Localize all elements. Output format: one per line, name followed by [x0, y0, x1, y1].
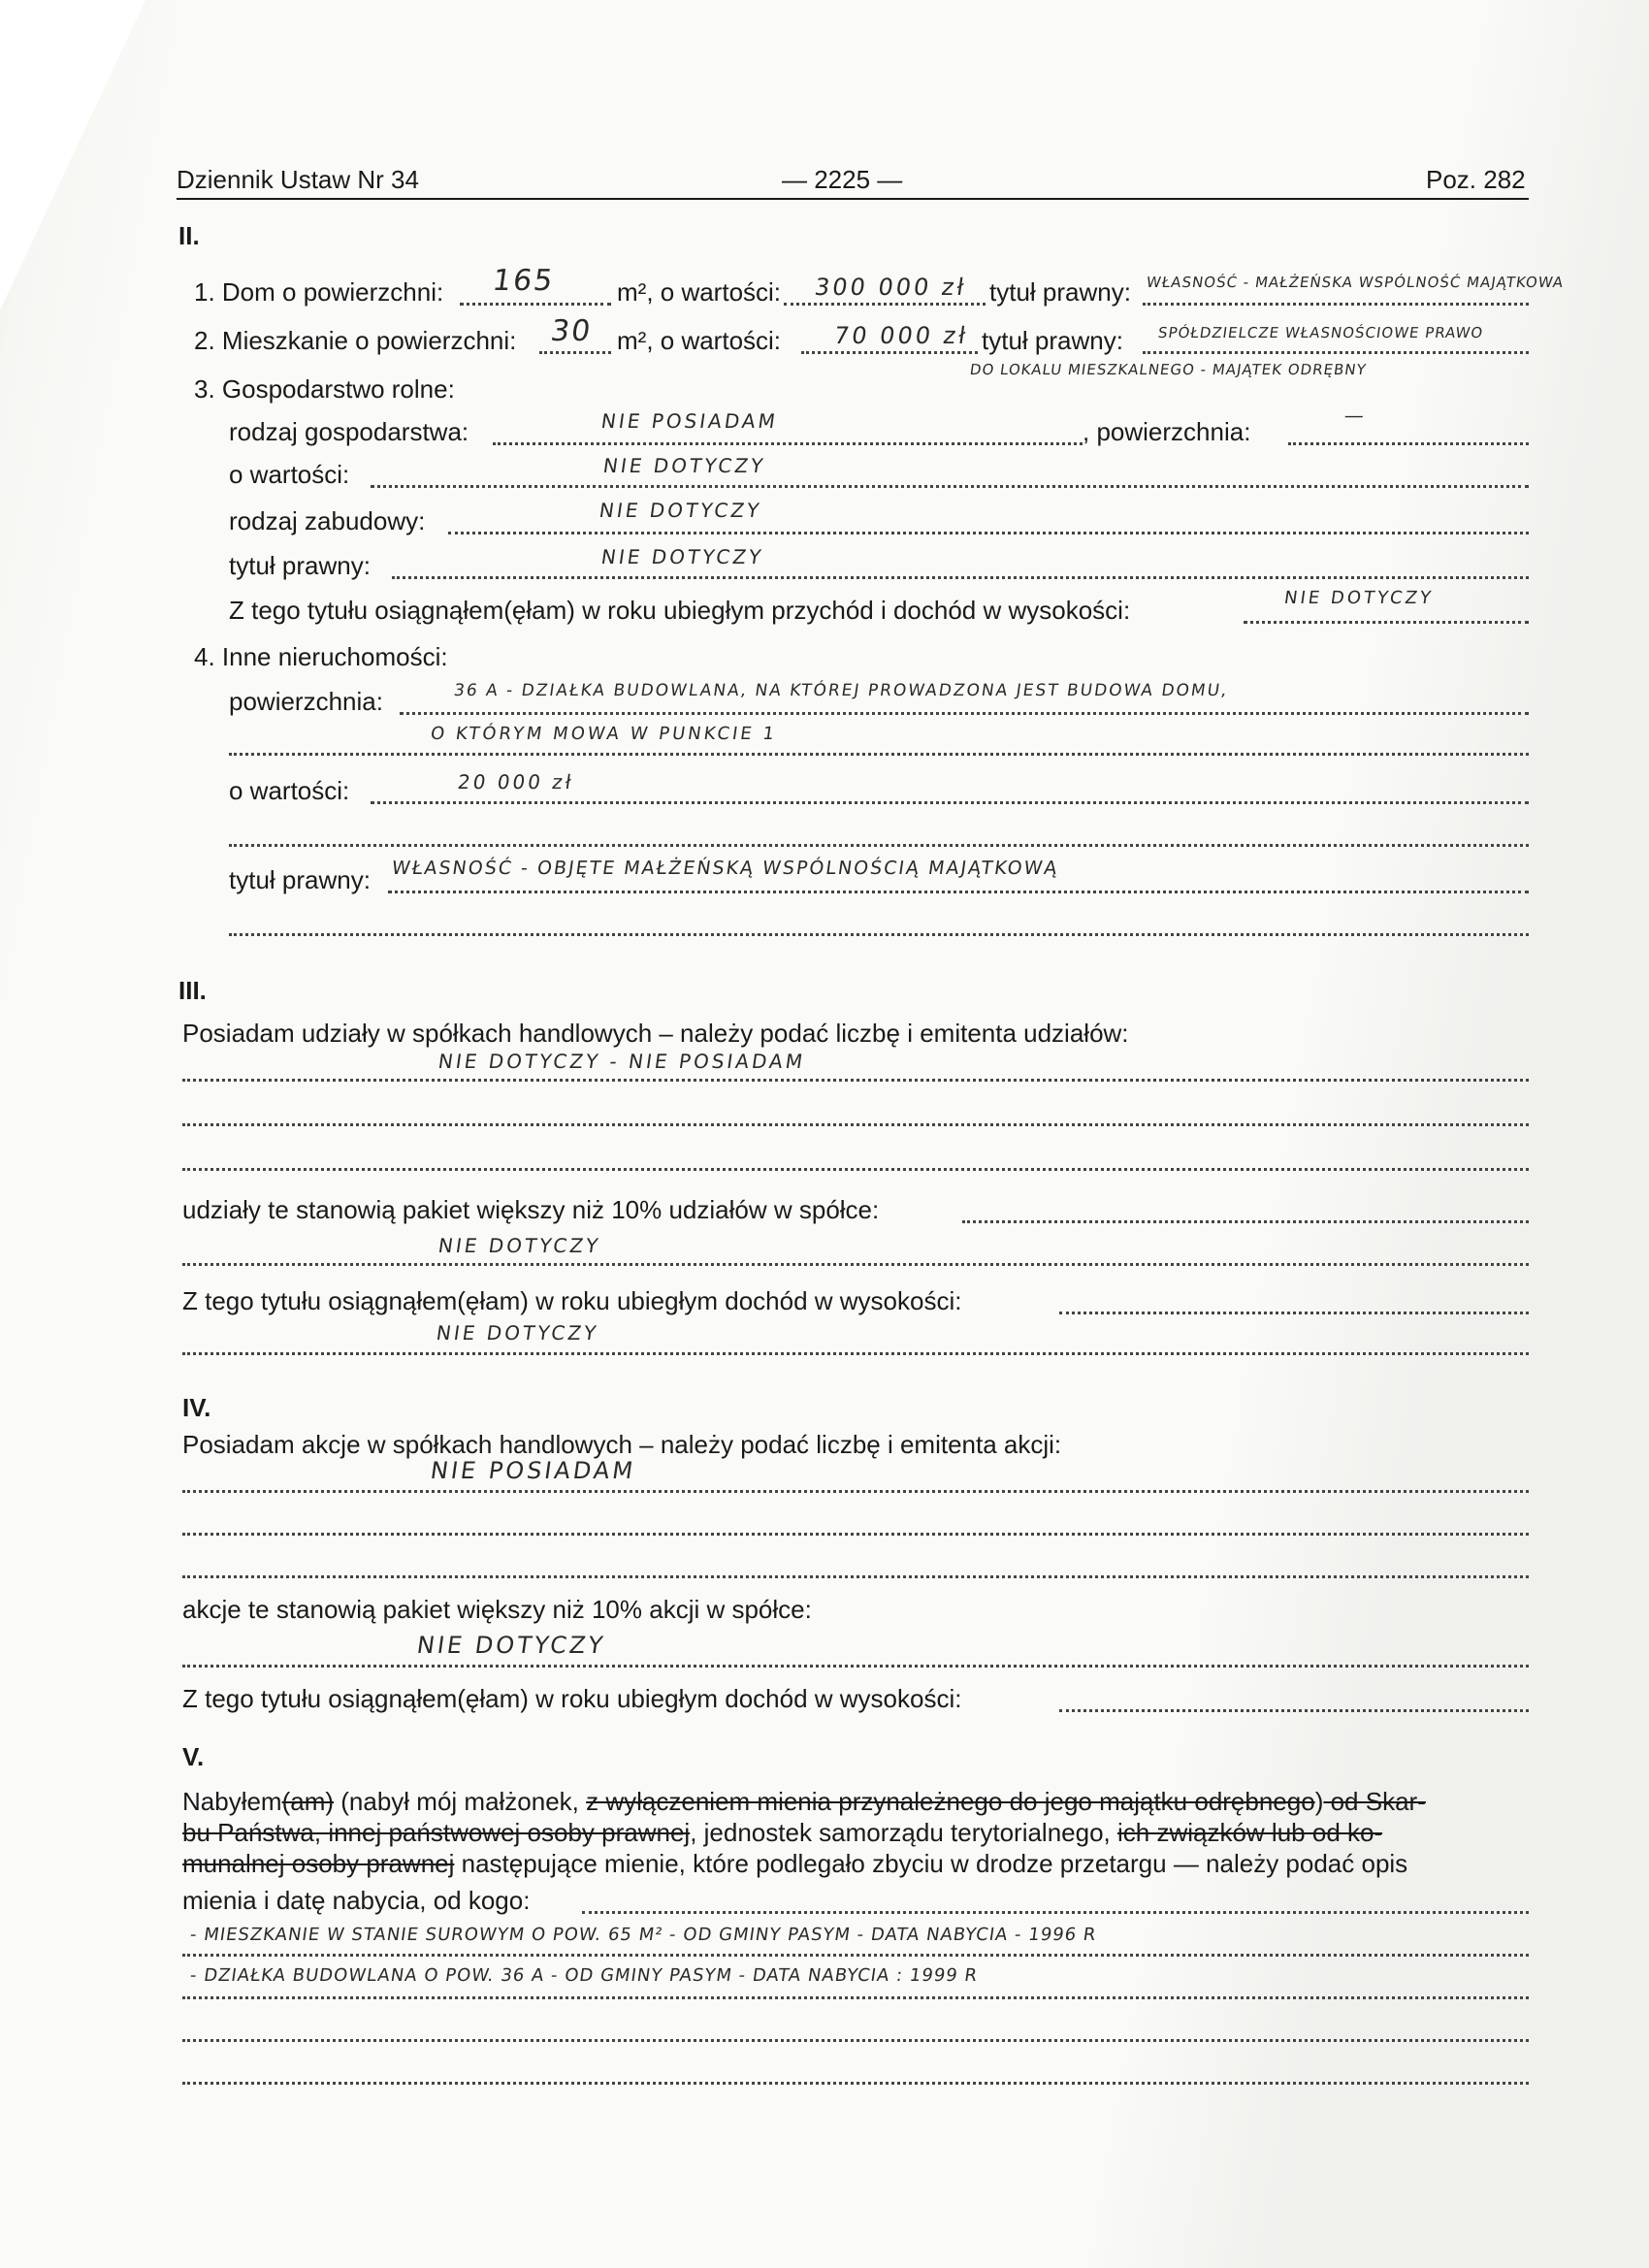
other-area-dots-2: [229, 753, 1529, 756]
farm-income-value: NIE DOTYCZY: [1282, 588, 1436, 608]
other-value: 20 000 zł: [456, 770, 576, 794]
acquired-text-line-3: [182, 1849, 1407, 1878]
acquired-text-1e: ): [1314, 1787, 1324, 1816]
shares-income-label: Z tego tytułu osiągnąłem(ęłam) w roku ubiegłym dochód w wysokości:: [182, 1286, 962, 1315]
farm-label: 3. Gospodarstwo rolne:: [194, 374, 455, 404]
acquired-text-1d: z wyłączeniem mienia przynależnego do jego majątku odrębnego: [586, 1787, 1315, 1816]
stocks-income-label: Z tego tytułu osiągnąłem(ęłam) w roku ubiegłym dochód w wysokości:: [182, 1684, 962, 1713]
acquired-text-3a: munalnej osoby prawnej: [182, 1849, 455, 1878]
acquired-text-line-1: [182, 1787, 1426, 1816]
section-iv-heading: IV.: [182, 1393, 211, 1422]
shares-dots-2: [182, 1123, 1529, 1126]
farm-area-dots: [1288, 442, 1529, 445]
farm-area-value: —: [1342, 404, 1369, 427]
farm-income-dots: [1244, 621, 1529, 624]
other-area-label: powierzchnia:: [229, 687, 383, 716]
house-area-dots: [460, 303, 611, 306]
page-number: — 2225 —: [782, 165, 903, 194]
shares-intro: Posiadam udziały w spółkach handlowych – należy podać liczbę i emitenta udziałów:: [182, 1019, 1129, 1048]
position-number: Poz. 282: [1426, 165, 1526, 194]
acquired-text-2c: ich związków lub od ko-: [1117, 1818, 1383, 1847]
farm-type-dots: [493, 442, 1083, 445]
house-title-dots: [1143, 303, 1529, 306]
acquired-text-1b: (am): [281, 1787, 335, 1816]
other-property-label: 4. Inne nieruchomości:: [194, 642, 448, 671]
other-title-label: tytuł prawny:: [229, 865, 371, 894]
shares-package-dots: [962, 1220, 1529, 1223]
stocks-income-dots: [1059, 1709, 1529, 1712]
other-area-dots: [400, 712, 1529, 715]
flat-value-dots: [801, 351, 978, 354]
house-value: 300 000 zł: [813, 274, 969, 301]
acquired-text-2b: , jednostek samorządu terytorialnego,: [690, 1818, 1117, 1847]
flat-title-label: tytuł prawny:: [982, 326, 1123, 355]
other-title-dots-2: [229, 933, 1529, 936]
acquired-text-1f: od Skar-: [1323, 1787, 1426, 1816]
header-rule: [177, 198, 1529, 200]
acquired-dots-3: [182, 2039, 1529, 2042]
house-area-value: 165: [490, 264, 557, 298]
acquired-dots-1: [182, 1954, 1529, 1957]
farm-buildings-label: rodzaj zabudowy:: [229, 506, 426, 535]
farm-title-value: NIE DOTYCZY: [599, 545, 765, 568]
farm-buildings-value: NIE DOTYCZY: [598, 499, 763, 522]
shares-value: NIE DOTYCZY - NIE POSIADAM: [436, 1050, 807, 1073]
stocks-dots-2: [182, 1533, 1529, 1536]
house-value-dots: [784, 303, 986, 306]
stocks-intro: Posiadam akcje w spółkach handlowych – należy podać liczbę i emitenta akcji:: [182, 1430, 1062, 1459]
page-corner-fold: [0, 0, 146, 310]
other-title-value: WŁASNOŚĆ - OBJĘTE MAŁŻEŃSKĄ WSPÓLNOŚCIĄ MAJĄTKOWĄ: [390, 858, 1060, 879]
section-iii-heading: III.: [178, 976, 207, 1005]
stocks-package-label: akcje te stanowią pakiet większy niż 10% akcji w spółce:: [182, 1595, 812, 1624]
farm-type-value: NIE POSIADAM: [599, 409, 780, 433]
acquired-text-1a: Nabyłem: [182, 1787, 282, 1816]
farm-area-label: , powierzchnia:: [1083, 417, 1251, 446]
farm-value-dots: [371, 485, 1529, 488]
shares-income-dots-2: [182, 1352, 1529, 1355]
other-value-dots-2: [229, 844, 1529, 847]
farm-income-label: Z tego tytułu osiągnąłem(ęłam) w roku ubiegłym przychód i dochód w wysokości:: [229, 596, 1131, 625]
acquired-item-1: - MIESZKANIE W STANIE SUROWYM O POW. 65 M² - OD GMINY PASYM - DATA NABYCIA - 1996 R: [188, 1925, 1098, 1945]
other-value-dots: [371, 801, 1529, 804]
flat-area-value: 30: [548, 314, 595, 348]
acquired-item-2: - DZIAŁKA BUDOWLANA O POW. 36 A - OD GMINY PASYM - DATA NABYCIA : 1999 R: [188, 1965, 980, 1986]
shares-package-label: udziały te stanowią pakiet większy niż 10% udziałów w spółce:: [182, 1195, 880, 1224]
farm-value-label: o wartości:: [229, 460, 350, 489]
stocks-dots-3: [182, 1575, 1529, 1578]
stocks-value: NIE POSIADAM: [429, 1457, 638, 1484]
farm-title-dots: [392, 576, 1529, 579]
acquired-dots-4: [182, 2082, 1529, 2085]
journal-title: Dziennik Ustaw Nr 34: [177, 165, 419, 194]
other-area-value-2: O KTÓRYM MOWA W PUNKCIE 1: [429, 724, 779, 744]
house-unit-label: m², o wartości:: [617, 277, 782, 307]
flat-area-dots: [539, 351, 611, 354]
acquired-text-1c: (nabył mój małżonek,: [334, 1787, 587, 1816]
section-ii-heading: II.: [178, 221, 200, 250]
flat-value: 70 000 zł: [832, 322, 970, 349]
stocks-dots-1: [182, 1490, 1529, 1493]
shares-dots-1: [182, 1079, 1529, 1082]
shares-package-value: NIE DOTYCZY: [436, 1234, 602, 1257]
stocks-package-value: NIE DOTYCZY: [415, 1632, 608, 1659]
house-title: WŁASNOŚĆ - MAŁŻEŃSKA WSPÓLNOŚĆ MAJĄTKOWA: [1145, 274, 1566, 291]
shares-income-value: NIE DOTYCZY: [435, 1321, 600, 1345]
acquired-dots-0: [582, 1911, 1529, 1914]
acquired-text-2a: bu Państwa, innej państwowej osoby prawnej: [182, 1818, 691, 1847]
other-title-dots: [388, 891, 1529, 893]
other-value-label: o wartości:: [229, 776, 350, 805]
acquired-text-line-4: mienia i datę nabycia, od kogo:: [182, 1886, 531, 1915]
flat-area-label: 2. Mieszkanie o powierzchni:: [194, 326, 517, 355]
shares-package-dots-2: [182, 1263, 1529, 1266]
farm-type-label: rodzaj gospodarstwa:: [229, 417, 469, 446]
farm-title-label: tytuł prawny:: [229, 551, 371, 580]
acquired-text-3b: następujące mienie, które podlegało zbyciu w drodze przetargu — należy podać opis: [454, 1849, 1408, 1878]
house-area-label: 1. Dom o powierzchni:: [194, 277, 444, 307]
flat-title-dots: [1143, 351, 1529, 354]
farm-value: NIE DOTYCZY: [601, 454, 767, 477]
acquired-text-line-2: [182, 1818, 1382, 1847]
house-title-label: tytuł prawny:: [989, 277, 1131, 307]
flat-title: SPÓŁDZIELCZE WŁASNOŚCIOWE PRAWO: [1156, 324, 1485, 341]
other-area-value: 36 A - DZIAŁKA BUDOWLANA, NA KTÓREJ PROWADZONA JEST BUDOWA DOMU,: [452, 681, 1230, 700]
shares-income-dots: [1059, 1312, 1529, 1314]
farm-buildings-dots: [448, 532, 1529, 535]
flat-title-continued: DO LOKALU MIESZKALNEGO - MAJĄTEK ODRĘBNY: [968, 361, 1369, 378]
shares-dots-3: [182, 1168, 1529, 1171]
acquired-dots-2: [182, 1996, 1529, 1999]
flat-unit-label: m², o wartości:: [617, 326, 782, 355]
section-v-heading: V.: [182, 1742, 205, 1771]
stocks-package-dots: [182, 1665, 1529, 1668]
